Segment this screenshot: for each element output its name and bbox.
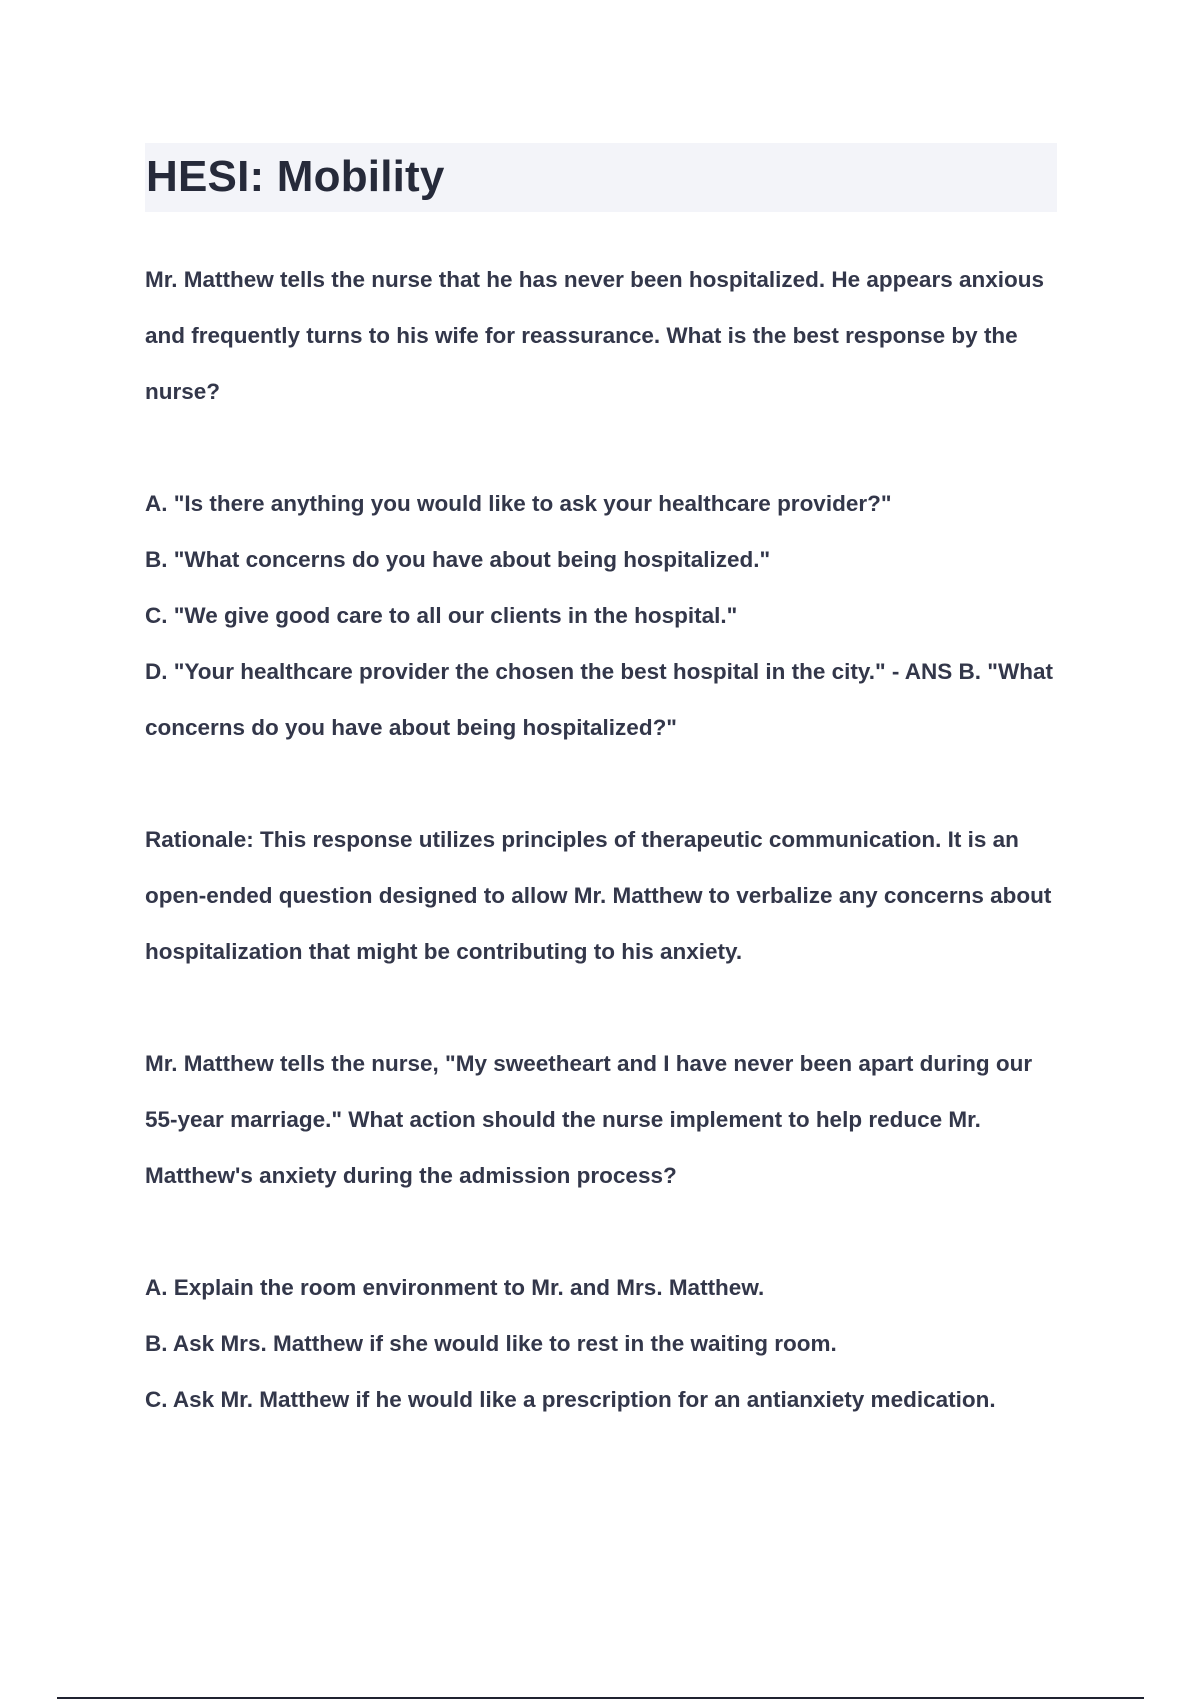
spacer — [145, 980, 1065, 1036]
spacer — [145, 420, 1065, 476]
question-2-option-b: B. Ask Mrs. Matthew if she would like to rest in the waiting room. — [145, 1331, 837, 1356]
document-body — [145, 252, 1065, 1428]
question-2-option-a: A. Explain the room environment to Mr. and Mrs. Matthew. — [145, 1275, 765, 1300]
question-1-option-c: C. "We give good care to all our clients in the hospital." — [145, 603, 738, 628]
question-1-rationale: Rationale: This response utilizes principles of therapeutic communication. It is an open-ended question designed to allow Mr. Matthew to verbalize any concerns about hospitalization that might be contributing to his anxiety. — [145, 827, 1052, 964]
question-2-stem: Mr. Matthew tells the nurse, "My sweetheart and I have never been apart during our 55-year marriage." What action should the nurse implement to help reduce Mr. Matthew's anxiety during the admission process? — [145, 1051, 1033, 1188]
page-bottom-divider — [57, 1697, 1144, 1699]
question-1-option-b: B. "What concerns do you have about being hospitalized." — [145, 547, 771, 572]
spacer — [145, 1204, 1065, 1260]
title-band — [145, 143, 1057, 212]
question-1-option-a: A. "Is there anything you would like to ask your healthcare provider?" — [145, 491, 892, 516]
page-title: HESI: Mobility — [146, 152, 445, 201]
question-1-stem: Mr. Matthew tells the nurse that he has never been hospitalized. He appears anxious and frequently turns to his wife for reassurance. What is the best response by the nurse? — [145, 267, 1044, 404]
spacer — [145, 756, 1065, 812]
question-2-option-c: C. Ask Mr. Matthew if he would like a prescription for an antianxiety medication. — [145, 1387, 996, 1412]
question-1-option-d-answer: D. "Your healthcare provider the chosen the best hospital in the city." - ANS B. "What concerns do you have about being hospitalized?" — [145, 659, 1053, 740]
